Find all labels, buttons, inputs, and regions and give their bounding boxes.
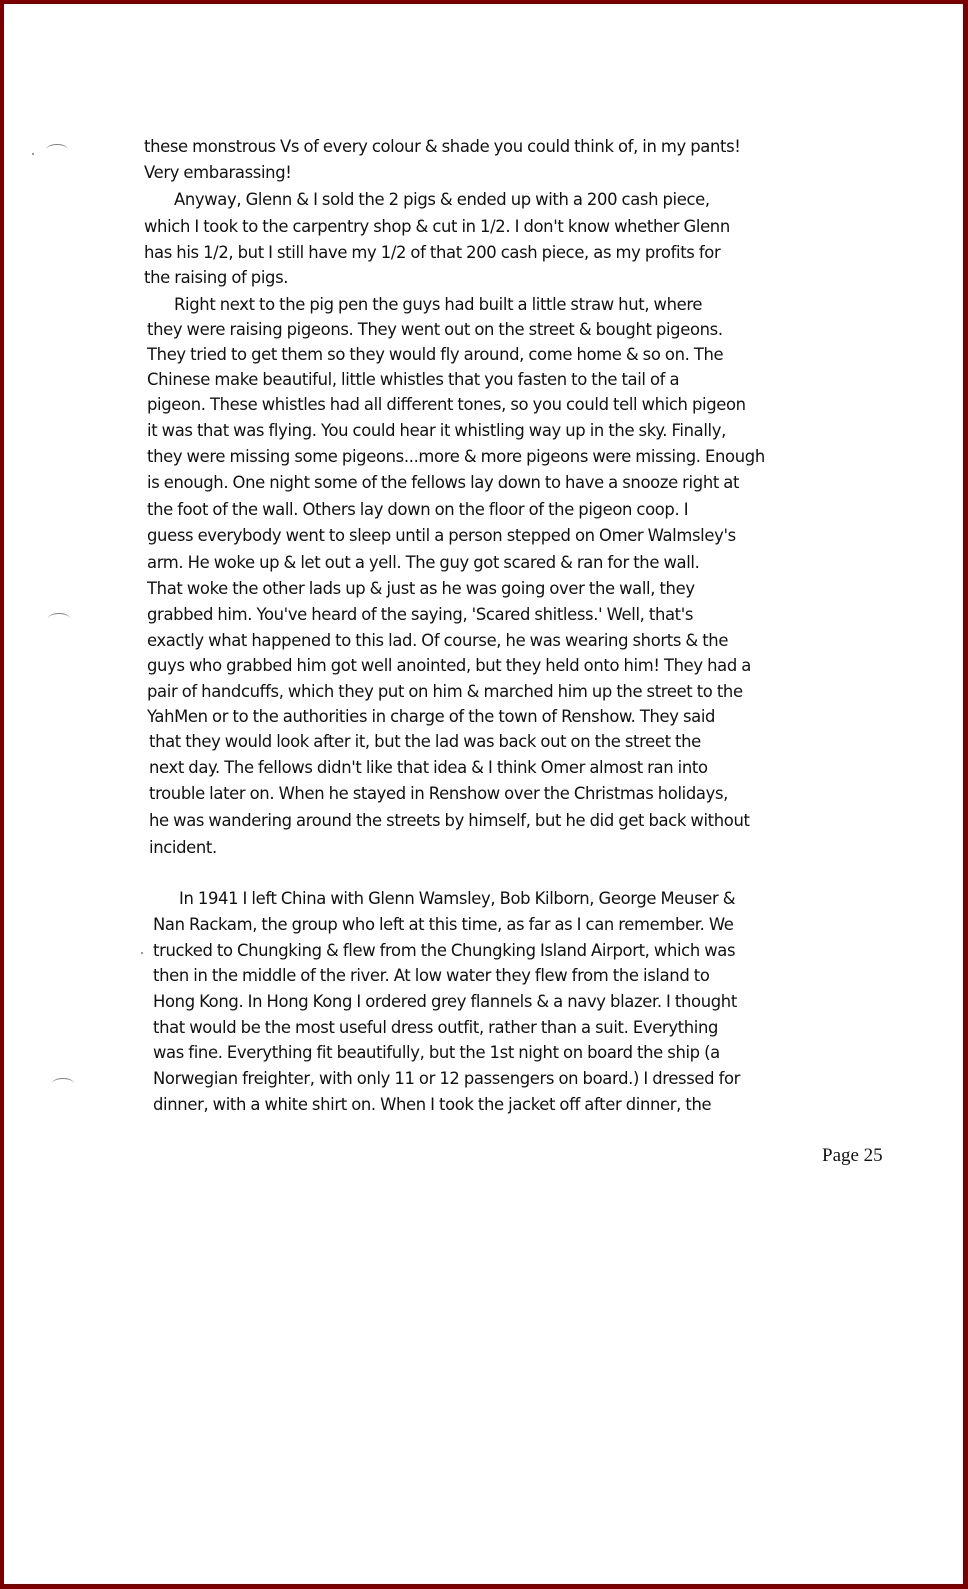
text-line: guys who grabbed him got well anointed, but they held onto him! They had a xyxy=(147,656,751,675)
text-line: arm. He woke up & let out a yell. The guy got scared & ran for the wall. xyxy=(147,553,700,572)
text-line: is enough. One night some of the fellows lay down to have a snooze right at xyxy=(147,473,740,492)
text-line: that they would look after it, but the lad was back out on the street the xyxy=(149,732,701,751)
text-line: pigeon. These whistles had all different tones, so you could tell which pigeon xyxy=(147,395,746,414)
text-line: these monstrous Vs of every colour & shade you could think of, in my pants! xyxy=(144,137,741,156)
page-number: Page 25 xyxy=(822,1145,883,1166)
text-line: has his 1/2, but I still have my 1/2 of that 200 cash piece, as my profits for xyxy=(144,243,721,262)
text-line: incident. xyxy=(149,838,217,857)
text-line: he was wandering around the streets by himself, but he did get back without xyxy=(149,811,750,830)
text-line: next day. The fellows didn't like that idea & I think Omer almost ran into xyxy=(149,758,708,777)
text-line: which I took to the carpentry shop & cut in 1/2. I don't know whether Glenn xyxy=(144,217,730,236)
text-line: they were raising pigeons. They went out on the street & bought pigeons. xyxy=(147,320,723,339)
text-line: the raising of pigs. xyxy=(144,268,289,287)
scan-speck xyxy=(141,952,143,954)
binder-hole-mark-bottom xyxy=(52,1078,74,1089)
text-line: trouble later on. When he stayed in Renshow over the Christmas holidays, xyxy=(149,784,729,803)
text-line: YahMen or to the authorities in charge of the town of Renshow. They said xyxy=(147,707,716,726)
scan-speck xyxy=(32,153,34,155)
text-line: Chinese make beautiful, little whistles that you fasten to the tail of a xyxy=(147,370,680,389)
binder-hole-mark-top xyxy=(46,144,68,155)
text-line: guess everybody went to sleep until a person stepped on Omer Walmsley's xyxy=(147,526,736,545)
binder-hole-mark-middle xyxy=(48,613,70,624)
text-line: the foot of the wall. Others lay down on the floor of the pigeon coop. I xyxy=(147,500,689,519)
text-line: dinner, with a white shirt on. When I took the jacket off after dinner, the xyxy=(153,1095,712,1114)
text-line: it was that was flying. You could hear it whistling way up in the sky. Finally, xyxy=(147,421,726,440)
text-line: Hong Kong. In Hong Kong I ordered grey flannels & a navy blazer. I thought xyxy=(153,992,737,1011)
text-line: Very embarassing! xyxy=(144,163,292,182)
text-line: pair of handcuffs, which they put on him & marched him up the street to the xyxy=(147,682,743,701)
text-line: exactly what happened to this lad. Of course, he was wearing shorts & the xyxy=(147,631,729,650)
text-line: Right next to the pig pen the guys had built a little straw hut, where xyxy=(174,295,703,314)
text-line: Nan Rackam, the group who left at this time, as far as I can remember. We xyxy=(153,915,734,934)
text-line: then in the middle of the river. At low water they flew from the island to xyxy=(153,966,710,985)
text-line: They tried to get them so they would fly around, come home & so on. The xyxy=(147,345,724,364)
text-line: That woke the other lads up & just as he was going over the wall, they xyxy=(147,579,695,598)
text-line: that would be the most useful dress outfit, rather than a suit. Everything xyxy=(153,1018,719,1037)
text-line: trucked to Chungking & flew from the Chungking Island Airport, which was xyxy=(153,941,736,960)
text-line: they were missing some pigeons...more & more pigeons were missing. Enough xyxy=(147,447,765,466)
text-line: In 1941 I left China with Glenn Wamsley, Bob Kilborn, George Meuser & xyxy=(179,889,736,908)
text-line: Norwegian freighter, with only 11 or 12 passengers on board.) I dressed for xyxy=(153,1069,741,1088)
text-line: grabbed him. You've heard of the saying, 'Scared shitless.' Well, that's xyxy=(147,605,694,624)
text-line: was fine. Everything fit beautifully, but the 1st night on board the ship (a xyxy=(153,1043,720,1062)
text-line: Anyway, Glenn & I sold the 2 pigs & ended up with a 200 cash piece, xyxy=(174,190,710,209)
